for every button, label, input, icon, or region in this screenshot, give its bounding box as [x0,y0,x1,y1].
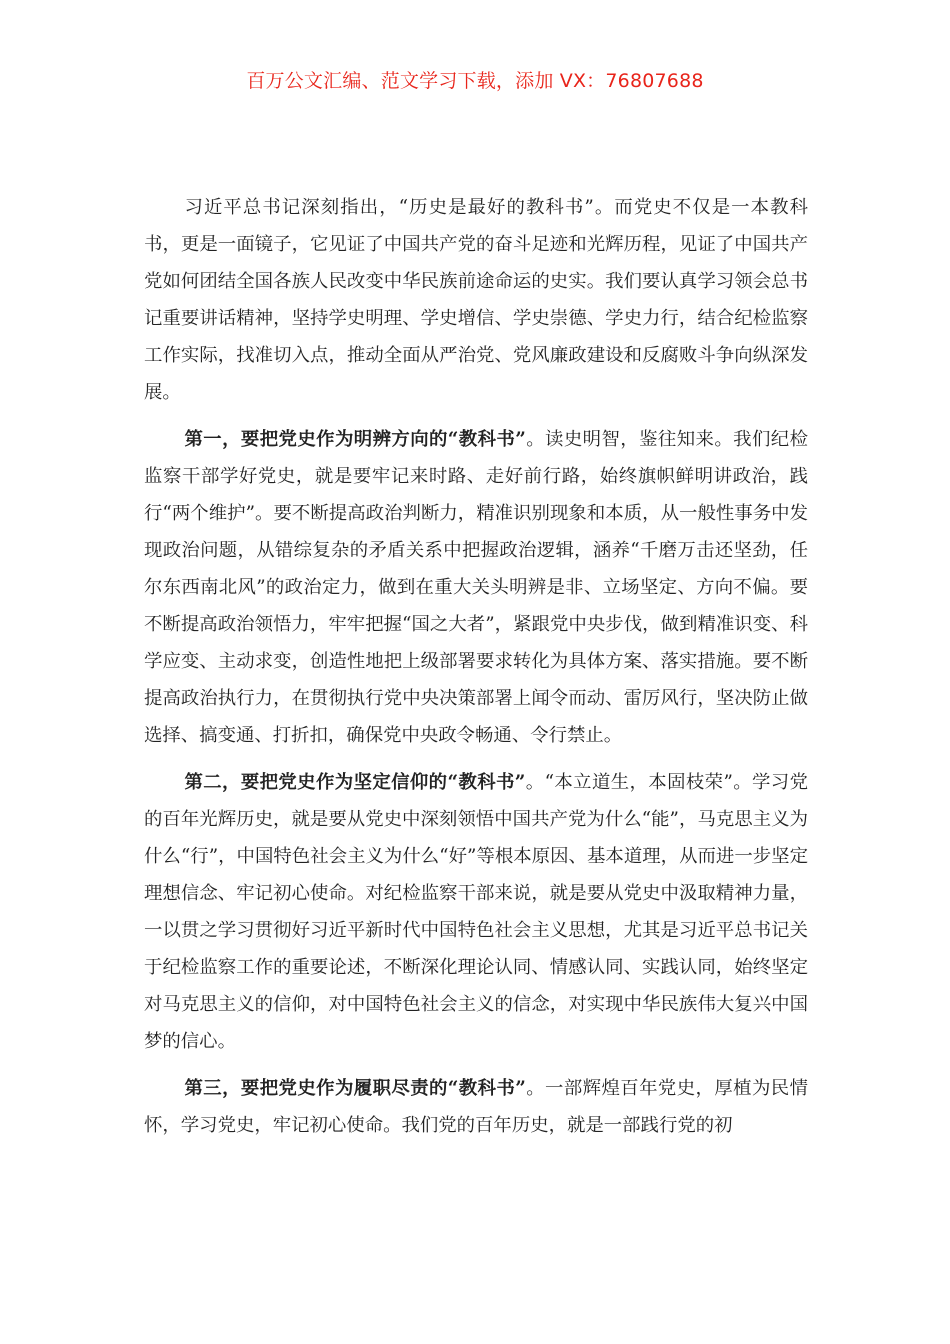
section-1-text: 。读史明智，鉴往知来。我们纪检监察干部学好党史，就是要牢记来时路、走好前行路，始终旗帜鲜明讲政治，践行“两个维护”。要不断提高政治判断力，精准识别现象和本质，从一般性事务中发现政治问题，从错综复杂的矛盾关系中把握政治逻辑，涵养“千磨万击还坚劲，任尔东西南北风”的政治定力，做到在重大关头明辨是非、立场坚定、方向不偏。要不断提高政治领悟力，牢牢把握“国之大者”，紧跟党中央步伐，做到精准识变、科学应变、主动求变，创造性地把上级部署要求转化为具体方案、落实措施。要不断提高政治执行力，在贯彻执行党中央决策部署上闻令而动、雷厉风行，坚决防止做选择、搞变通、打折扣，确保党中央政令畅通、令行禁止。 [144,429,808,746]
section-2-text: 。“本立道生，本固枝荣”。学习党的百年光辉历史，就是要从党史中深刻领悟中国共产党为什么“能”，马克思主义为什么“行”，中国特色社会主义为什么“好”等根本原因、基本道理，从而进一步坚定理想信念、牢记初心使命。对纪检监察干部来说，就是要从党史中汲取精神力量，一以贯之学习贯彻好习近平新时代中国特色社会主义思想，尤其是习近平总书记关于纪检监察工作的重要论述，不断深化理论认同、情感认同、实践认同，始终坚定对马克思主义的信仰，对中国特色社会主义的信念，对实现中华民族伟大复兴中国梦的信心。 [144,772,808,1052]
section-3-heading: 第三，要把党史作为履职尽责的“教科书” [184,1078,526,1099]
section-paragraph-3 [144,1070,808,1144]
section-paragraph-1 [144,421,808,754]
section-paragraph-2 [144,764,808,1060]
document-body [144,189,808,1154]
header-banner: 百万公文汇编、范文学习下载，添加 VX：76807688 [246,70,704,92]
section-1-heading: 第一，要把党史作为明辨方向的“教科书” [184,429,526,450]
section-2-heading: 第二，要把党史作为坚定信仰的“教科书” [184,772,526,793]
intro-paragraph: 习近平总书记深刻指出，“历史是最好的教科书”。而党史不仅是一本教科书，更是一面镜子，它见证了中国共产党的奋斗足迹和光辉历程，见证了中国共产党如何团结全国各族人民改变中华民族前途命运的史实。我们要认真学习领会总书记重要讲话精神，坚持学史明理、学史增信、学史崇德、学史力行，结合纪检监察工作实际，找准切入点，推动全面从严治党、党风廉政建设和反腐败斗争向纵深发展。 [144,197,808,403]
section-3-text: 。一部辉煌百年党史，厚植为民情怀，学习党史，牢记初心使命。我们党的百年历史，就是一部践行党的初 [144,1078,808,1136]
